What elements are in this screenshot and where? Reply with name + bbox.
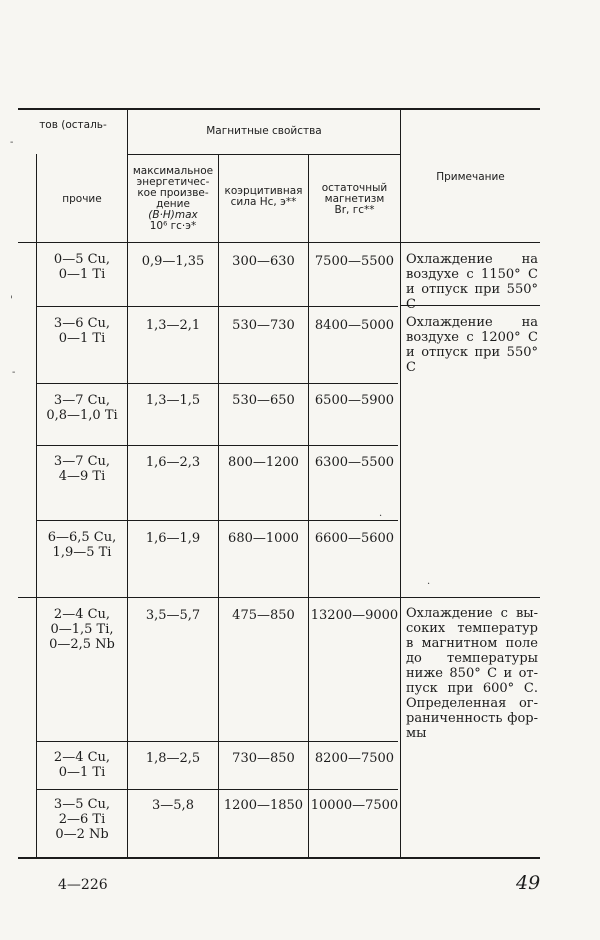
- others-line: 2—4 Cu,: [53, 607, 111, 622]
- others-line: 0,8—1,0 Ti: [46, 408, 118, 423]
- note-line: воздухе с 1150° С: [406, 267, 538, 282]
- header-remanence: [309, 183, 400, 216]
- note-line: раниченность фор-: [406, 711, 538, 726]
- table-row-coercive: 1200—1850: [223, 798, 304, 813]
- col-rule-note: [400, 108, 401, 858]
- header-others: прочие: [62, 193, 102, 205]
- table-row-energy: 1,3—2,1: [145, 318, 201, 333]
- others-line: 0—1 Ti: [58, 765, 106, 780]
- table-row-others: [37, 750, 127, 780]
- header-energy-line: 10⁶ гс·э*: [149, 220, 197, 232]
- page-number: 49: [516, 872, 541, 894]
- row-rule: [36, 445, 398, 446]
- header-coercive-line: коэрцитивная: [224, 185, 303, 197]
- header-group-title: Магнитные свойства: [206, 125, 322, 137]
- others-line: 0—2 Nb: [55, 827, 109, 842]
- table-row-energy: 1,6—2,3: [145, 455, 201, 470]
- section-rule: [18, 597, 540, 598]
- table-row-others: [37, 607, 127, 652]
- others-line: 3—5 Cu,: [53, 797, 111, 812]
- note-block: [406, 606, 538, 741]
- note-line: и отпуск при 550° С: [406, 282, 538, 312]
- header-energy: [128, 166, 218, 232]
- table-row-energy: 3—5,8: [152, 798, 194, 813]
- header-bottom-rule: [18, 242, 540, 243]
- table-row-remanence: 6300—5500: [314, 455, 395, 470]
- table-row-remanence: 8200—7500: [314, 751, 395, 766]
- row-rule: [36, 383, 398, 384]
- others-line: 0—5 Cu,: [53, 252, 111, 267]
- table-row-others: [37, 393, 127, 423]
- others-line: 2—4 Cu,: [53, 750, 111, 765]
- note-line: до температуры: [406, 651, 538, 666]
- table-row-coercive: 530—730: [232, 318, 295, 333]
- table-row-remanence: 13200—9000: [310, 608, 399, 623]
- note-block: [406, 315, 538, 375]
- note-line: Охлаждение на: [406, 252, 538, 267]
- table-row-others: [37, 454, 127, 484]
- row-rule: [36, 520, 398, 521]
- row-rule: [36, 789, 398, 790]
- header-remanence-line: остаточный: [321, 182, 388, 194]
- row-rule: [36, 306, 398, 307]
- header-coercive: [219, 186, 308, 208]
- table-row-coercive: 300—630: [232, 254, 295, 269]
- table-row-coercive: 530—650: [232, 393, 295, 408]
- table-row-energy: 0,9—1,35: [141, 254, 205, 269]
- table-row-others: [37, 530, 127, 560]
- table-top-rule: [18, 108, 540, 110]
- scan-speck: -: [10, 137, 14, 148]
- scan-speck: -: [12, 367, 16, 378]
- table-row-remanence: 7500—5500: [314, 254, 395, 269]
- note-line: соких температур: [406, 621, 538, 636]
- header-remanence-line: магнетизм: [324, 193, 385, 205]
- note-line: воздухе с 1200° С: [406, 330, 538, 345]
- others-line: 6—6,5 Cu,: [47, 530, 117, 545]
- note-line: Охлаждение с вы-: [406, 606, 538, 621]
- others-line: 2—6 Ti: [58, 812, 106, 827]
- table-row-others: [37, 797, 127, 842]
- others-line: 0—1 Ti: [58, 331, 106, 346]
- row-rule: [36, 741, 398, 742]
- header-energy-line: кое произве-: [137, 187, 209, 199]
- others-line: 0—1,5 Ti,: [50, 622, 114, 637]
- table-row-energy: 1,3—1,5: [145, 393, 201, 408]
- others-line: 4—9 Ti: [58, 469, 106, 484]
- scan-speck: ': [10, 295, 13, 306]
- header-energy-line: (B·H)max: [148, 209, 198, 221]
- table-row-coercive: 800—1200: [228, 455, 299, 470]
- note-line: Охлаждение на: [406, 315, 538, 330]
- table-row-energy: 1,8—2,5: [145, 751, 201, 766]
- table-row-energy: 3,5—5,7: [145, 608, 201, 623]
- table-row-others: [37, 252, 127, 282]
- scan-speck: ·: [379, 511, 383, 522]
- signature-mark: 4—226: [58, 877, 108, 893]
- note-line: и отпуск при 550° С: [406, 345, 538, 375]
- table-row-energy: 1,6—1,9: [145, 531, 201, 546]
- others-line: 0—1 Ti: [58, 267, 106, 282]
- table-row-remanence: 8400—5000: [314, 318, 395, 333]
- table-row-coercive: 730—850: [232, 751, 295, 766]
- note-line: пуск при 600° С.: [406, 681, 538, 696]
- table-row-coercive: 475—850: [232, 608, 295, 623]
- note-line: в магнитном поле: [406, 636, 538, 651]
- header-remanence-line: Br, гс**: [334, 204, 375, 216]
- header-energy-line: энергетичес-: [136, 176, 210, 188]
- header-col1-top: тов (осталь-: [39, 119, 107, 131]
- header-coercive-line: сила Hc, э**: [230, 196, 297, 208]
- table-row-remanence: 10000—7500: [310, 798, 399, 813]
- table-row-coercive: 680—1000: [228, 531, 299, 546]
- group-header-rule: [128, 154, 400, 155]
- others-line: 3—6 Cu,: [53, 316, 111, 331]
- table-row-remanence: 6500—5900: [314, 393, 395, 408]
- others-line: 0—2,5 Nb: [49, 637, 115, 652]
- scan-speck: ·: [427, 579, 431, 590]
- note-block: [406, 252, 538, 312]
- header-energy-line: дение: [156, 198, 190, 210]
- table-bottom-rule: [18, 857, 540, 859]
- note-line: мы: [406, 726, 427, 741]
- others-line: 1,9—5 Ti: [52, 545, 112, 560]
- header-note: Примечание: [436, 171, 505, 183]
- others-line: 3—7 Cu,: [53, 393, 111, 408]
- table-row-others: [37, 316, 127, 346]
- note-line: ниже 850° С и от-: [406, 666, 538, 681]
- header-energy-line: максимальное: [132, 165, 214, 177]
- table-row-remanence: 6600—5600: [314, 531, 395, 546]
- note-line: Определенная ог-: [406, 696, 538, 711]
- others-line: 3—7 Cu,: [53, 454, 111, 469]
